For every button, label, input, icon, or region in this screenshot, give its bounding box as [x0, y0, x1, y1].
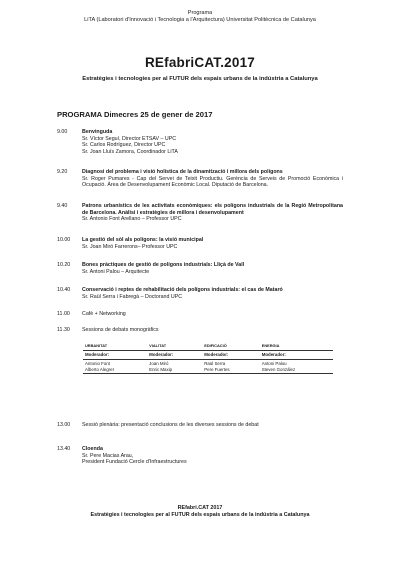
schedule-time: 11.30	[57, 327, 70, 333]
document-subtitle: Estratègies i tecnologies per al FUTUR dels espais urbans de la indústria a Catalunya	[82, 76, 318, 82]
debates-table	[83, 342, 333, 374]
schedule-time: 13.40	[57, 446, 71, 452]
document-header	[0, 10, 400, 24]
schedule-detail: President Fundació Cercle d'Infraestructures	[82, 459, 187, 466]
schedule-heading: Patrons urbanístics de les activitats econòmiques: els polígons industrials de la Regió Metropolitana de Barcelona. Anàlisi i estratègies de millora i desenvolupament	[82, 203, 343, 216]
schedule-heading: Sessions de debats monogràfics	[82, 327, 159, 333]
footer-line-2: Estratègies i tecnologies per al FUTUR dels espais urbans de la indústria a Catalunya	[90, 512, 310, 519]
schedule-heading: Cloenda	[82, 446, 103, 452]
schedule-detail: Sr. Antoni Palou – Arquitecte	[82, 268, 150, 275]
schedule-detail: Sr. Pere Macias Arau,	[82, 452, 134, 459]
schedule-heading: La gestió del sòl als polígons: la visió municipal	[82, 237, 204, 243]
schedule-time: 10.00	[57, 237, 71, 243]
table-row	[83, 350, 333, 359]
header-line-2: LiTA (Laboratori d'Innovació i Tecnologia a l'Arquitectura) Universitat Politècnica de Catalunya	[84, 17, 316, 23]
table-cell: Raül Serra	[204, 360, 226, 366]
schedule-time: 11.00	[57, 311, 70, 317]
schedule-detail: Sr. Antonio Font Arellano – Professor UPC	[82, 216, 182, 223]
moderator-label: Moderador:	[260, 350, 333, 359]
schedule-time: 10.20	[57, 262, 71, 268]
schedule-heading: Benvinguda	[82, 129, 113, 135]
table-header-row	[83, 342, 333, 350]
table-cell: Joan Miró	[149, 360, 169, 366]
header-line-1: Programa	[187, 10, 213, 16]
program-heading: PROGRAMA Dimecres 25 de gener de 2017	[57, 110, 213, 119]
schedule-detail: Sr. Carlos Rodríguez, Director UPC	[82, 142, 166, 149]
table-header-cell: VIALITAT	[147, 342, 202, 350]
schedule-time: 13.00	[57, 422, 71, 428]
table-cell: Alberto Alegret	[83, 366, 147, 374]
schedule-detail: Sr. Raül Serra i Fabregà – Doctorand UPC	[82, 293, 183, 300]
schedule-heading: Diagnosi del problema i visió holística de la dinamització i millora dels polígons	[82, 169, 283, 175]
schedule-detail: Sr. Roger Pumares - Cap del Servei de Teixit Productiu. Gerència de Serveis de Promoció Econòmica i Ocupació. Àrea de Desenvolupament Econòmic Local. Diputació de Barcelona.	[82, 175, 343, 189]
schedule-heading: Cafè + Networking	[82, 311, 126, 317]
schedule-heading: Conservació i reptes de rehabilitació dels polígons industrials: el cas de Mataró	[82, 287, 283, 293]
document-footer	[0, 505, 400, 520]
table-row	[83, 359, 333, 366]
schedule-heading: Sessió plenària: presentació conclusions de les diverses sessions de debat	[82, 422, 259, 428]
table-row	[83, 366, 333, 374]
schedule-time: 9.00	[57, 129, 68, 135]
table-header-cell: EDIFICACIÓ	[202, 342, 259, 350]
document-title: REfabriCAT.2017	[144, 55, 256, 70]
table-header-cell: ENERGIA	[260, 342, 333, 350]
schedule-detail: Sr. Joan Miró Farrerons– Professor UPC	[82, 243, 178, 250]
moderator-label: Moderador:	[83, 350, 147, 359]
table-cell: Antoni Palou	[261, 360, 287, 366]
table-cell: Steven González	[260, 366, 333, 374]
schedule-time: 9.40	[57, 203, 68, 209]
moderator-label: Moderador:	[202, 350, 259, 359]
schedule-time: 10.40	[57, 287, 71, 293]
table-cell: Pere Fuertes	[202, 366, 259, 374]
moderator-label: Moderador:	[147, 350, 202, 359]
schedule-detail: Sr. Víctor Seguí, Director ETSAV – UPC	[82, 135, 177, 142]
footer-line-1: REfabri.CAT 2017	[177, 505, 223, 511]
schedule-time: 9.20	[57, 169, 68, 175]
schedule-detail: Sr. Joan Lluís Zamora, Coordinador LiTA	[82, 149, 178, 156]
table-cell: Antonio Font	[85, 360, 110, 366]
table-cell: Enric Maxip	[147, 366, 202, 374]
schedule-heading: Bones pràctiques de gestió de polígons industrials: Lliçà de Vall	[82, 262, 245, 268]
table-header-cell: URBANITAT	[83, 342, 147, 350]
